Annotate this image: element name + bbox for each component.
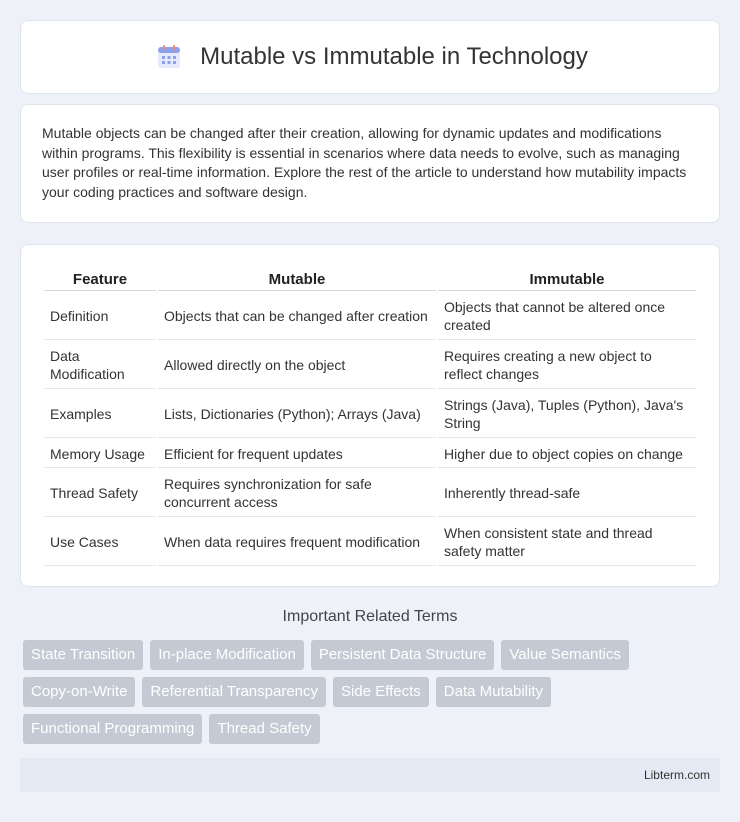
immutable-cell: Strings (Java), Tuples (Python), Java's String: [438, 391, 696, 438]
related-term-tag[interactable]: Side Effects: [333, 677, 429, 707]
related-term-tag[interactable]: Thread Safety: [209, 714, 319, 744]
header-card: [20, 20, 720, 94]
related-term-tag[interactable]: Copy-on-Write: [23, 677, 135, 707]
immutable-cell: Inherently thread-safe: [438, 470, 696, 517]
table-header-row: [44, 265, 696, 291]
related-term-tag[interactable]: Referential Transparency: [142, 677, 326, 707]
comparison-table-card: [20, 244, 720, 587]
table-row: [44, 293, 696, 340]
table-row: [44, 391, 696, 438]
feature-cell: Definition: [44, 293, 156, 340]
feature-cell: Use Cases: [44, 519, 156, 566]
calendar-grid-icon: [152, 40, 186, 74]
mutable-cell: Allowed directly on the object: [158, 342, 436, 389]
footer-site-link[interactable]: Libterm.com: [643, 768, 710, 782]
related-term-tag[interactable]: Value Semantics: [501, 640, 628, 670]
immutable-cell: Objects that cannot be altered once created: [438, 293, 696, 340]
mutable-cell: Objects that can be changed after creation: [158, 293, 436, 340]
related-terms-list: [23, 640, 703, 744]
feature-cell: Thread Safety: [44, 470, 156, 517]
mutable-cell: Requires synchronization for safe concurrent access: [158, 470, 436, 517]
related-terms-heading: Important Related Terms: [282, 608, 458, 625]
immutable-cell: Higher due to object copies on change: [438, 440, 696, 468]
intro-paragraph: Mutable objects can be changed after their creation, allowing for dynamic updates and modifications within programs. This flexibility is essential in scenarios where data needs to evolve, such as managing user profiles or real-time information. Explore the rest of the article to understand how mutability impacts your coding practices and software design.: [42, 125, 687, 200]
mutable-cell: Lists, Dictionaries (Python); Arrays (Java): [158, 391, 436, 438]
related-term-tag[interactable]: Functional Programming: [23, 714, 202, 744]
related-term-tag[interactable]: In-place Modification: [150, 640, 304, 670]
table-row: [44, 470, 696, 517]
page-title: Mutable vs Immutable in Technology: [200, 43, 588, 70]
mutable-cell: When data requires frequent modification: [158, 519, 436, 566]
immutable-cell: Requires creating a new object to reflect changes: [438, 342, 696, 389]
feature-cell: Memory Usage: [44, 440, 156, 468]
column-header-immutable: Immutable: [438, 265, 696, 291]
mutable-cell: Efficient for frequent updates: [158, 440, 436, 468]
column-header-mutable: Mutable: [158, 265, 436, 291]
title-wrap: [152, 40, 588, 74]
column-header-feature: Feature: [44, 265, 156, 291]
feature-cell: Data Modification: [44, 342, 156, 389]
related-term-tag[interactable]: Data Mutability: [436, 677, 551, 707]
table-row: [44, 440, 696, 468]
comparison-table: [42, 263, 698, 568]
table-row: [44, 342, 696, 389]
feature-cell: Examples: [44, 391, 156, 438]
table-row: [44, 519, 696, 566]
footer: [20, 758, 720, 792]
related-term-tag[interactable]: Persistent Data Structure: [311, 640, 495, 670]
related-term-tag[interactable]: State Transition: [23, 640, 143, 670]
intro-card: [20, 104, 720, 223]
immutable-cell: When consistent state and thread safety matter: [438, 519, 696, 566]
